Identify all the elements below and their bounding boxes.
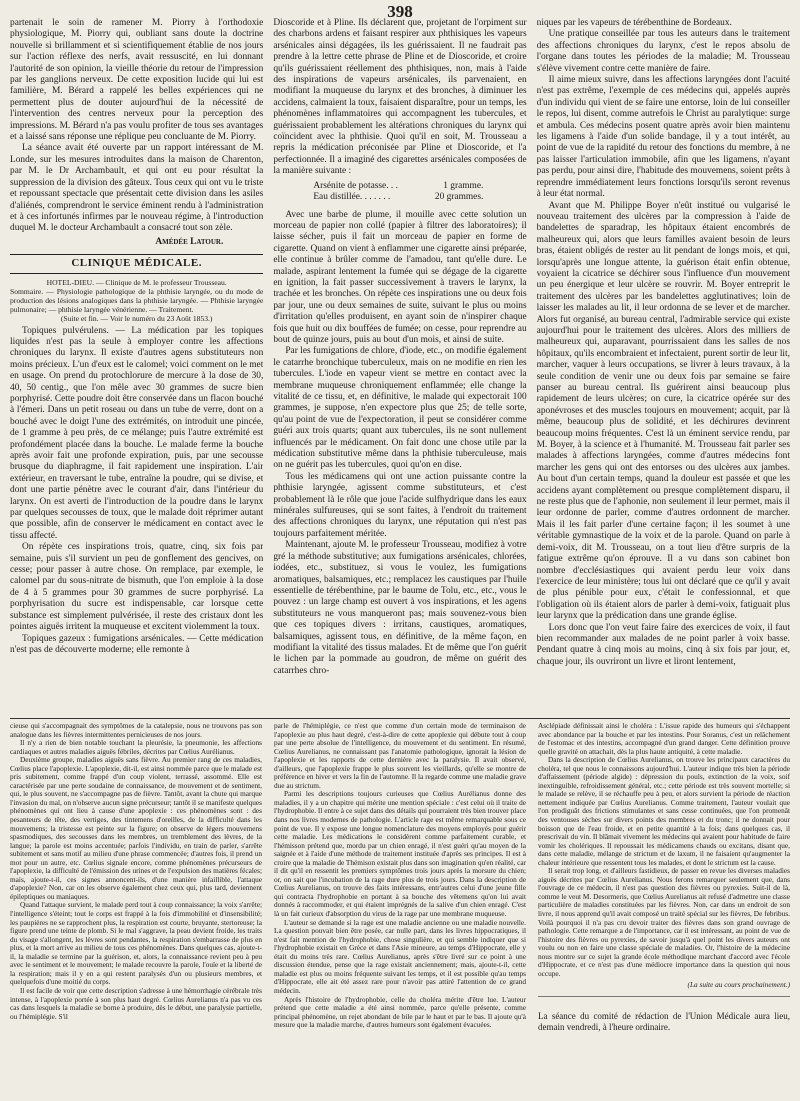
column-3 <box>537 18 790 713</box>
signature: Amédée Latour. <box>155 236 224 247</box>
continued-note: (La suite au cours prochainement.) <box>687 980 790 990</box>
paragraph: Il aime mieux suivre, dans les affections laryngées dont l'acuité n'est pas extrême, l'exemple de ces médecins qui, appelés auprès d'un individu qui vient de se faire une entorse, loin de lui conseiller le repos, lui disent, comme autrefois le Christ au paralytique: surge et ambula. Ces médecins posent quatre après avoir bien maintenu les ligamens à l'aide d'un solide bandage, il y a tout intérêt, au point de vue de la rapidité du retour des fonctions du membre, à ne pas laisser l'articulation immobile, afin que les ligamens, n'ayant pas perdu, pour ainsi dire, l'habitude des mouvemens, soient prêts à reprendre immédiatement leurs fonctions lorsqu'ils seront revenus à leur état normal. <box>536 75 790 200</box>
paragraph: niques par les vapeurs de térébenthine de Bordeaux. <box>536 18 732 28</box>
paragraph: Lors donc que l'on veut faire faire des exercices de voix, il faut bien recommander aux malades de ne point parler à voix basse. Pendant quatre à cinq mois au moins, cinq à six fois par jour, et, chaque jour, ils ouvriront un livre et liront lentement, <box>536 622 790 667</box>
paragraph: Une pratique conseillée par tous les auteurs dans le traitement des affections chroniques du larynx, c'est le repos absolu de l'organe dans toutes les périodes de la maladie; M. Trousseau s'élève vivement contre cette manière de faire. <box>536 29 790 74</box>
paragraph: Maintenant, ajoute M. le professeur Trousseau, modifiez à votre gré la méthode substitutive; aux fumigations arsénicales, chlorées, iodées, etc., substituez, si vous le voulez, les fumigations aromatiques, balsamiques, etc.; remplacez les caustiques par l'huile essentielle de térébenthine, par le baume de Tolu, etc., etc., vous le pouvez : un large champ est ouvert à vos inspirations, et les agens substituteurs ne vous manqueront pas; mais souvenez-vous bien que ces topiques divers : irritans, caustiques, aromatiques, balsamiques, agissent tous, en définitive, de la même façon, en modifiant la vitalité des tissus malades. Et de même que l'on guérit le lichen par la pommade au goudron, de même on guérit des catarrhes chro- <box>273 540 527 676</box>
paragraph: On répète ces inspirations trois, quatre, cinq, six fois par semaine, puis s'il survient un peu de gonflement des gencives, on cesse; pour passer à autre chose. On remplace, par exemple, le calomel par du sous-nitrate de bismuth, que l'on emploie à la dose de 4 à 5 grammes pour 30 grammes de sucre porphyrisé. La porphyrisation du sucre est indispensable, car lorsque cette substance est simplement pulvérisée, il reste des cristaux dont les pointes aiguës irritent la muqueuse et excitent violemment la toux. <box>10 542 264 633</box>
paragraph: Après l'histoire de l'hydrophobie, celle du choléra mérite d'être lue. L'auteur prétend que cette maladie a été ainsi nommée, parce qu'elle présente, comme principal phénomène, un rejet abondant de bile par le haut et par le bas. Il ajoute qu'à mesure que la maladie marche, d'autres humeurs sont également évacuées. <box>274 994 526 1030</box>
recipe-line: Eau distillée. . . . . . . 20 grammes. <box>313 192 484 203</box>
recipe <box>313 181 526 204</box>
paragraph: Topiques pulvérulens. — La médication par les topiques liquides n'est pas la seule à employer contre les affections chroniques du larynx. Il existe d'autres agens substituteurs non moins précieux. L'un d'eux est le calomel; voici comment on le met en usage. On prend du protochlorure de mercure à la dose de 30, 40, 50 centig., que l'on mêle avec 30 grammes de sucre bien porphyrisé. Cette poudre doit être conservée dans un flacon bouché à l'émeri. Dans un petit roseau ou dans un tube de verre, dont on a bouché avec le doigt l'une des extrémités, on introduit une pincée, de 1 gramme à peu près, de ce mélange; puis l'autre extrémité est profondément placée dans la bouche. Le malade ferme la bouche après avoir fait une profonde expiration, puis, par une secousse brusque du diaphragme, il fait rapidement une inspiration. L'air extérieur, en traversant le tube, entraîne la poudre, qui se divise, et dont une partie pénètre avec le courant d'air, dans l'intérieur du larynx. On est averti de l'introduction de la poudre dans le larynx par quelques secousses de toux, que le malade doit réprimer autant que possible, afin de conserver le médicament en contact avec le tissu affecté. <box>10 325 264 541</box>
feuilleton-column-2 <box>274 722 526 1098</box>
paragraph: La séance avait été ouverte par un rapport intéressant de M. Londe, sur les mesures introduites dans la maison de Charenton, par M. le Dr Archambault, et qui ont eu pour résultat la suppression de la division des gâteux. Tous ceux qui ont vu le triste et repoussant spectacle que présentait cette division dans les asiles d'aliénés, comprendront le service éminent rendu à l'administration et à ces infortunés infirmes par le nouveau régime, à l'introduction duquel M. le docteur Archambault a consacré tout son zèle. <box>10 143 264 234</box>
paragraph: Dioscoride et à Pline. Ils déclarent que, projetant de l'orpiment sur des charbons ardens et faisant respirer aux phthisiques les vapeurs arsénicales ainsi dégagées, ils les guérissaient. Il ne faudrait pas prendre à la lettre cette phrase de Pline et de Dioscoride, et croire qu'ils guérissaient réellement des phthisiques, non, mais à l'aide des inspirations de vapeurs arsénicales, ils parvenaient, en modifiant la muqueuse du larynx et des bronches, à diminuer les accidens, calmaient la toux, faisaient disparaître, pour un temps, les phénomènes inflammatoires qui accompagnent les tubercules, et guérissaient probablement les altérations chroniques du larynx qui coïncident avec la phthisie. Quoi qu'il en soit, M. Trousseau a repris la médication préconisée par Pline et Dioscoride, et l'a perfectionnée. Il a imaginé des cigarettes arsénicales composées de la manière suivante : <box>273 18 527 177</box>
column-2 <box>273 18 526 713</box>
paragraph: Tous les médicamens qui ont une action puissante contre la phthisie laryngée, agissent comme substituteurs, et c'est probablement là le rôle que joue l'acide sulfhydrique dans les eaux minérales sulfureuses, qui se sont faites, à l'endroit du traitement des affections chroniques du larynx, une réputation qui n'est pas toujours parfaitement méritée. <box>273 471 527 539</box>
column-1 <box>10 18 263 713</box>
hospital-heading: HOTEL-DIEU. — Clinique de M. le professeur Trousseau. <box>46 277 227 287</box>
paragraph: Il est facile de voir que cette description s'adresse à une hémorrhagie cérébrale très intense, à l'apoplexie portée à son plus haut degré. Cœlius Aurelianus n'a pas vu ces cas dans lesquels la maladie se borne à produire, dès le début, une paralysie partielle, ou l'hémiplégie. S'il <box>10 985 262 1021</box>
paragraph: Deuxième groupe, maladies aiguës sans fièvre. Au premier rang de ces maladies, Cœlius place l'apoplexie. L'apoplexie, dit-il, est ainsi nommée parce que le malade est pris subitement, comme frappé d'un coup violent, terrassé, assommé. Elle est caractérisée par une perte soudaine de connaissance, de mouvement et de sentiment, qui, le plus souvent, ne s'accompagne pas de fièvre. Tantôt, avant la chute qui marque l'invasion du mal, on n'observe aucun signe précurseur; tantôt il se manifeste quelques phénomènes qui ont lieu à cause d'une apoplexie : ces phénomènes sont : des pesanteurs de tête, des vertiges, des tintemens d'oreilles, de la difficulté dans les mouvemens; la tristesse est peinte sur la figure; on observe de légers mouvemens spasmodiques, des secousses dans les membres, un tremblement des lèvres, de la langue; la parole est moins accentuée; parfois l'individu, en train de parler, s'arrête subitement et sans motif au milieu d'une phrase commencée; d'autres fois, il prend un mot pour un autre, etc. Cœlius signale encore, comme phénomènes précurseurs de l'apoplexie, la difficulté de l'émission des urines et de l'expulsion des matières fécales; mais, ajoute-t-il, ces signes annoncent-ils, d'une manière infaillible, l'attaque d'apoplexie? Non, car on les observe également chez ceux qui, plus tard, deviennent épileptiques ou maniaques. <box>10 755 262 901</box>
paragraph: Parmi les descriptions toujours curieuses que Cœlius Aurélianus donne des maladies, il y a un chapitre qui mérite une mention spéciale : c'est celui où il traite de l'hydrophobie. Il entre à ce sujet dans des détails qui pourraient très bien trouver place dans nos livres modernes de pathologie. L'article rage est même remarquable sous ce point de vue. Il y expose une longue nomenclature des moyens employés pour guérir cette maladie. Les médications le considèrent comme parfaitement curable, et l'hémisson prétend que, mordu par un chien enragé, il n'est guéri qu'au moyen de la saignée et à l'aide d'une méthode de traitement instituée d'après ses principes. Il est à croire que la maladie de Thémison existait plus dans son imagination qu'en réalité, car il dit qu'il en ressentit les premiers symptômes trois jours après la morsure du chien; or, on sait que l'incubation de la rage dure plus de trois jours. Dans la description de Cœlius Aurelianus, on trouve des faits intéressans, entr'autres celui d'une jeune fille qui contracta l'hydrophobie en portant à sa bouche des vêtemens qu'on lui avait donnés à raccommoder, et qui étaient imprégnés de la salive d'un chien enragé. C'est là un fait curieux d'absorption du virus de la rage par une membrane muqueuse. <box>274 789 526 919</box>
announcement: La séance du comité de rédaction de l'Union Médicale aura lieu, demain vendredi, à l'heure ordinaire. <box>538 996 790 1033</box>
paragraph: Topiques gazeux : fumigations arsénicales. — Cette médication n'est pas de découverte moderne; elle remonte à <box>10 633 264 655</box>
paragraph: Avant que M. Philippe Boyer n'eût institué ou vulgarisé le nouveau traitement des ulcères par la compression à l'aide de bandelettes de sparadrap, les hôpitaux étaient encombrés de malheureux qui, alors que leurs familles avaient besoin de leurs bras, étaient obligés de rester au lit pendant de longs mois, et qui, lorsqu'après une longue attente, la guérison était enfin obtenue, voyaient la cicatrice se déchirer sous l'influence d'un mouvement un peu énergique et leur ulcère se rouvrir. M. Boyer entreprit le traitement des ulcères par les bandelettes agglutinatives; loin de laisser les malades au lit, il leur ordonna de se lever et de marcher. Alors fut organisé, au bureau central, l'admirable service qui existe aujourd'hui pour le traitement des ulcères. Alors des milliers de malheureux qui, auparavant, pourrissaient dans les salles de nos hôpitaux, qu'ils encombraient et infectaient, purent sortir de leur lit, marcher, vaquer à leurs occupations, se livrer à leurs travaux, à la seule condition de venir une ou deux fois par semaine se faire panser au bureau central. Ils guérirent ainsi beaucoup plus rapidement de leurs ulcères; on cure, la cicatrice opérée sur des aponévroses et des muscles toujours en mouvement; acquit, par là même, beaucoup plus de solidité, et les déchirures devinrent beaucoup moins fréquentes. C'est là un éminent service rendu, par M. Boyer, à la science et à l'humanité. M. Trousseau fait parler ses malades à affections laryngées, comme d'autres médecins font marcher les gens qui ont des entorses ou des ulcères aux jambes. Au bout d'un certain temps, quand la douleur est passée et que les accidens ayant complètement ou presque complètement disparu, il ne reste plus que de l'aphonie, non seulement il leur permet, mais il leur ordonne de parler, comme d'autres ordonnent de marcher. Mais il les fait parler d'une certaine façon; il les soumet à une véritable gymnastique de la voix et de la parole. Quand on parle à demi-voix, dit M. Trousseau, on a tout lieu d'être surpris de la fatigue extrême qu'on éprouve. Il a vu dans son cabinet bon nombre d'ecclésiastiques qui avaient perdu leur voix dans l'exercice de leur ministère; tous lui ont déclaré que ce qu'il y avait de plus pénible pour eux, c'était le confessionnal, et que l'obligation où ils étaient alors de parler à demi-voix, fatiguait plus leur larynx que la prédication dans une grande église. <box>536 200 790 622</box>
paragraph: Dans la description de Cœlius Aurelianus, on trouve les principaux caractères du choléra, tel que nous le connaissons aujourd'hui. L'auteur indique très bien la période d'affaissement (période algide) : dépression du pouls, extinction de la voix, soif inextinguible, refroidissement général, etc.; cette période est très souvent mortelle; si le malade se relève, il se réchauffe peu à peu, et alors survient la période de réaction nettement indiquée par Cœlius Aurelianus. Comme traitement, l'auteur voulait que l'on prodiguât des frictions stimulantes et sans cesse continuées, que l'on promenât des ventouses sèches sur divers points des membres et du tronc; il ne donnait pour boisson que de l'eau froide, et en petite quantité à la fois; dans quelques cas, il prescrivait du vin. Il blâmait vivement les médecins qui avaient pour habitude de faire vomir les cholériques. Il repoussait les médicamens chauds ou excitans, disant que, dans cette maladie, mélange de strictum et de laxum, il ne faisaient qu'augmenter la chaleur intérieure que ressentent tous les malades, et dont le strictum est la cause. <box>538 755 790 867</box>
paragraph: L'auteur se demande si la rage est une maladie ancienne ou une maladie nouvelle. La question pouvait bien être posée, car nulle part, dans les livres hippocratiques, il n'est fait mention de l'hydrophobie, chose singulière, et qui semble indiquer que si l'hydrophobie existait en Grèce et dans l'Asie mineure, au temps d'Hippocrate, elle y était du moins très rare. Cœlius Aurelianus, après s'être livré sur ce point à une discussion étendue, pense que la rage existait anciennement; mais, ajoute-t-il, cette maladie est plus ou moins fréquente suivant les temps, et il est possible qu'au temps d'Hippocrate, elle ait été assez rare pour n'avoir pas attiré l'attention de ce grand médecin. <box>274 917 526 995</box>
recipe-line: Arsénite de potasse. . . 1 gramme. <box>313 180 484 191</box>
paragraph: Il serait trop long, et d'ailleurs fastidieux, de passer en revue les diverses maladies aiguës décrites par Cœlius Aurelianus. Nous ferons remarquer seulement que, dans l'ouvrage de ce médecin, il n'est pas question des fièvres ou pyrexies. Suit-il de là, comme le veut M. Desormeris, que Cœlius Aurelianus ait refusé d'admettre une classe particulière de maladies constituées par les fièvres. Non, car dans un endroit de son livre, il nous apprend qu'il avait composé un traité spécial sur les fièvres, De febribus. Voilà pourquoi il n'a pas cru devoir traiter des fièvres dans son grand ouvrage de pathologie. Cette remarque a de l'importance, car il est intéressant, au point de vue de l'histoire des fièvres ou pyrexies, de savoir jusqu'à quel point les divers auteurs ont voulu ou non en faire une classe spéciale de maladies. Or, l'histoire de la médecine nous montre sur ce sujet la grande école méthodique marchant d'accord avec l'école d'Hippocrate, et ce n'est pas d'une médiocre importance dans la question qui nous occupe. <box>538 866 790 978</box>
feuilleton-divider <box>10 718 790 719</box>
page-number: 398 <box>387 2 413 21</box>
continuation-note: (Suite et fin. — Voir le numéro du 23 Août 1853.) <box>60 313 213 323</box>
section-title: CLINIQUE MÉDICALE. <box>10 254 263 273</box>
summary: Sommaire. — Physiologie pathologique de la phthisie laryngée, ou du mode de production des lésions analogiques dans la phthisie laryngée. — Phthisie laryngée pulmonaire; — phthisie laryngée vénérienne. — Traitement. <box>10 286 264 314</box>
paragraph: partenait le soin de ramener M. Piorry à l'orthodoxie physiologique, M. Piorry qui, oubliant sans doute la doctrine nouvelle si brillamment et si scientifiquement établie de nos jours sur l'action réflexe des nerfs, avait ressuscité, en lui donnant l'autorité de son opinion, la vieille théorie du retour de l'impression par les ganglions nerveux. De cette exposition lucide qui lui est familière, M. Bérard a rappelé les belles expériences qui ne permettent plus de douter aujourd'hui de la nécessité de l'intervention des centres nerveux pour la perception des impressions. M. Bérard n'a pas voulu profiter de tous ses avantages et a laissé sans réponse une réplique peu concluante de M. Piorry. <box>10 18 264 143</box>
feuilleton-column-3 <box>538 722 790 1098</box>
paragraph: Par les fumigations de chlore, d'iode, etc., on modifie également le catarrhe bronchique tuberculeux, mais on ne modifie en rien les tubercules. L'iode en vapeur vient se mettre en contact avec la membrane muqueuse chroniquement enflammée; elle change la vitalité de ce tissu, et, en définitive, le malade qui expectorait 100 grammes, je suppose, n'en expectore plus que 25; de telle sorte, qu'au point de vue de l'expectoration, il peut se considérer comme guéri aux trois quarts; quant aux tubercules, ils ne sont nullement influencés par le médicament. On fait donc une chose utile par la médication substitutive même dans la phthisie tuberculeuse, mais on ne guérit pas les tubercules, quoi qu'on en dise. <box>273 346 527 471</box>
paragraph: Asclépiade définissait ainsi le choléra : L'issue rapide des humeurs qui s'échappent avec abondance par la bouche et par les intestins. Pour Soranus, c'est un relâchement de l'estomac et des intestins, accompagné d'un grand danger. Cette définition prouve quelle gravité on attachait, dès la plus haute antiquité, à cette maladie. <box>538 722 790 756</box>
feuilleton-columns <box>10 722 790 1098</box>
paragraph: Il n'y a rien de bien notable touchant la pleurésie, la pneumonie, les affections cardiaques et autres maladies aiguës fébriles, décrites par Cœlius Aurélianus. <box>10 738 262 756</box>
paragraph: Avec une barbe de plume, il mouille avec cette solution un morceau de papier non collé (papier à filtrer des laboratoires); il laisse sécher, puis il fait un morceau de papier en forme de cigarette. Quand on vient à enflammer une cigarette ainsi préparée, elle continue à brûler comme de l'amadou, tant qu'elle dure. Le malade, aspirant lentement la fumée qui se dégage de la cigarette en ignition, la fait passer successivement à travers le larynx, la trachée et les bronches. On répète ces inspirations une ou deux fois par jour, une ou deux semaines de suite, suivant le plus ou moins d'irritation qu'elles produisent, en ayant soin de n'inspirer chaque fois que huit ou dix bouffées de fumée; on cesse, pour reprendre au bout de quinze jours, puis au bout d'un mois, et ainsi de suite. <box>273 209 527 345</box>
paragraph: cieuse qui s'accompagnait des symptômes de la catalepsie, nous ne trouvons pas son analogue dans les fièvres intermittentes pernicieuses de nos jours. <box>10 722 262 739</box>
paragraph: parle de l'hémiplégie, ce n'est que comme d'un certain mode de terminaison de l'apoplexie au plus haut degré, c'est-à-dire de cette apoplexie qui débute tout à coup par une perte absolue de l'intelligence, du mouvement et du sentiment. En résumé, Cœlius Aurelianus, ne connaissant pas l'anatomie pathologique, ignorait la lésion de l'apoplexie et les rapports de cette dernière avec la paralysie. Il avait observé, d'ailleurs, que l'apoplexie frappe le plus souvent les vieillards, qu'elle se montre de préférence en hiver et vers la fin de l'automne. Il la regarde comme une maladie grave due au strictum. <box>274 722 526 790</box>
upper-columns <box>10 18 790 713</box>
paragraph: Quand l'attaque survient, le malade perd tout à coup connaissance; la voix s'arrête; l'intelligence s'éteint; tout le corps est frappé à la fois d'immobilité et d'insensibilité; les paupières ne se rapprochent plus, la respiration est courte, bruyante, stertoreuse; la figure prend une teinte de plomb. Si le mal s'aggrave, la peau devient froide, les traits du visage s'allongent, les lèvres sont pendantes, la respiration s'embarrasse de plus en plus, et la mort arrive au milieu de tous ces phénomènes. Dans quelques cas, ajoute-t-il, la maladie se termine par la guérison, et, alors, la connaissance revient peu à peu avec le sentiment et le mouvement; le malade recouvre la parole, l'ouïe et la liberté de la respiration; mais il y en a qui restent paralysés d'un ou plusieurs membres, et quelquefois d'une moitié du corps. <box>10 900 262 987</box>
feuilleton-column-1 <box>10 722 262 1098</box>
